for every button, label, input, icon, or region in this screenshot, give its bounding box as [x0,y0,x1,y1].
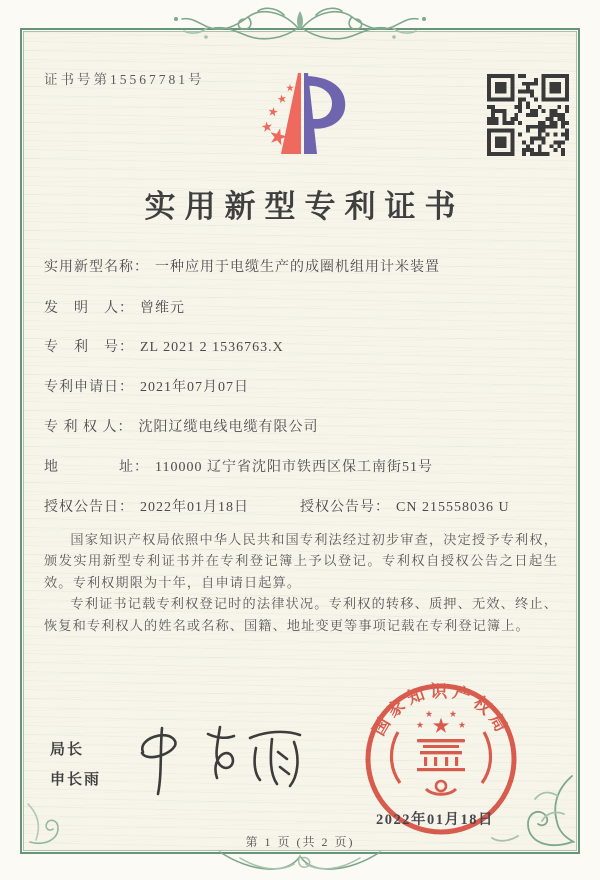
field-row-filing-date [44,376,249,396]
field-label: 授权公告号： [300,500,390,515]
signature-handwriting-icon [128,718,324,806]
certificate-number: 证书号第15567781号 [44,72,205,87]
field-row-patent-number [44,336,284,356]
field-label: 授权公告日： [44,500,134,515]
field-value: CN 215558036 U [396,500,510,515]
field-label: 专 利 号： [44,340,134,355]
legal-paragraph-2: 专利证书记载专利权登记时的法律状况。专利权的转移、质押、无效、终止、恢复和专利权人的姓名或名称、国籍、地址变更等事项记载在专利登记簿上。 [44,596,558,633]
field-label: 发 明 人： [44,301,134,316]
signer-block [50,735,101,795]
legal-paragraph-1: 国家知识产权局依照中华人民共和国专利法经过初步审查，决定授予专利权，颁发实用新型专利证书并在专利登记簿上予以登记。专利权自授权公告之日起生效。专利权期限为十年，自申请日起算。 [44,532,558,590]
national-emblem-icon [391,710,490,794]
field-label: 专 利 权 人： [44,420,133,435]
field-value: 2021年07月07日 [140,380,249,395]
field-value: 110000 辽宁省沈阳市铁西区保工南街51号 [155,460,433,475]
signer-title: 局长 [50,741,85,758]
qr-code [487,74,569,156]
page-number-footer: 第 1 页 (共 2 页) [245,835,355,849]
seal-date: 2022年01月18日 [376,812,494,828]
field-value: 曾维元 [140,301,185,316]
field-label: 实用新型名称： [44,260,149,275]
field-row-grant-date-and-number [44,496,510,516]
field-value: 2022年01月18日 [140,500,249,515]
field-row-patentee [44,416,319,436]
field-value: 沈阳辽缆电线电缆有限公司 [138,420,319,435]
legal-text-block [44,529,558,636]
field-row-invention-name [44,256,440,276]
svg-text:国家知识产权局 [369,682,513,739]
field-value: ZL 2021 2 1536763.X [140,340,284,355]
field-row-address [44,456,433,476]
field-label: 地 址： [44,460,149,475]
seal-text: 国家知识产权局 [369,681,513,739]
signer-name: 申长雨 [50,771,102,788]
cnipa-logo-icon [244,66,356,162]
field-value: 一种应用于电缆生产的成圈机组用计米装置 [155,260,440,275]
field-row-inventor [44,297,185,317]
field-label: 专利申请日： [44,380,134,395]
certificate-title: 实用新型专利证书 [144,189,465,224]
